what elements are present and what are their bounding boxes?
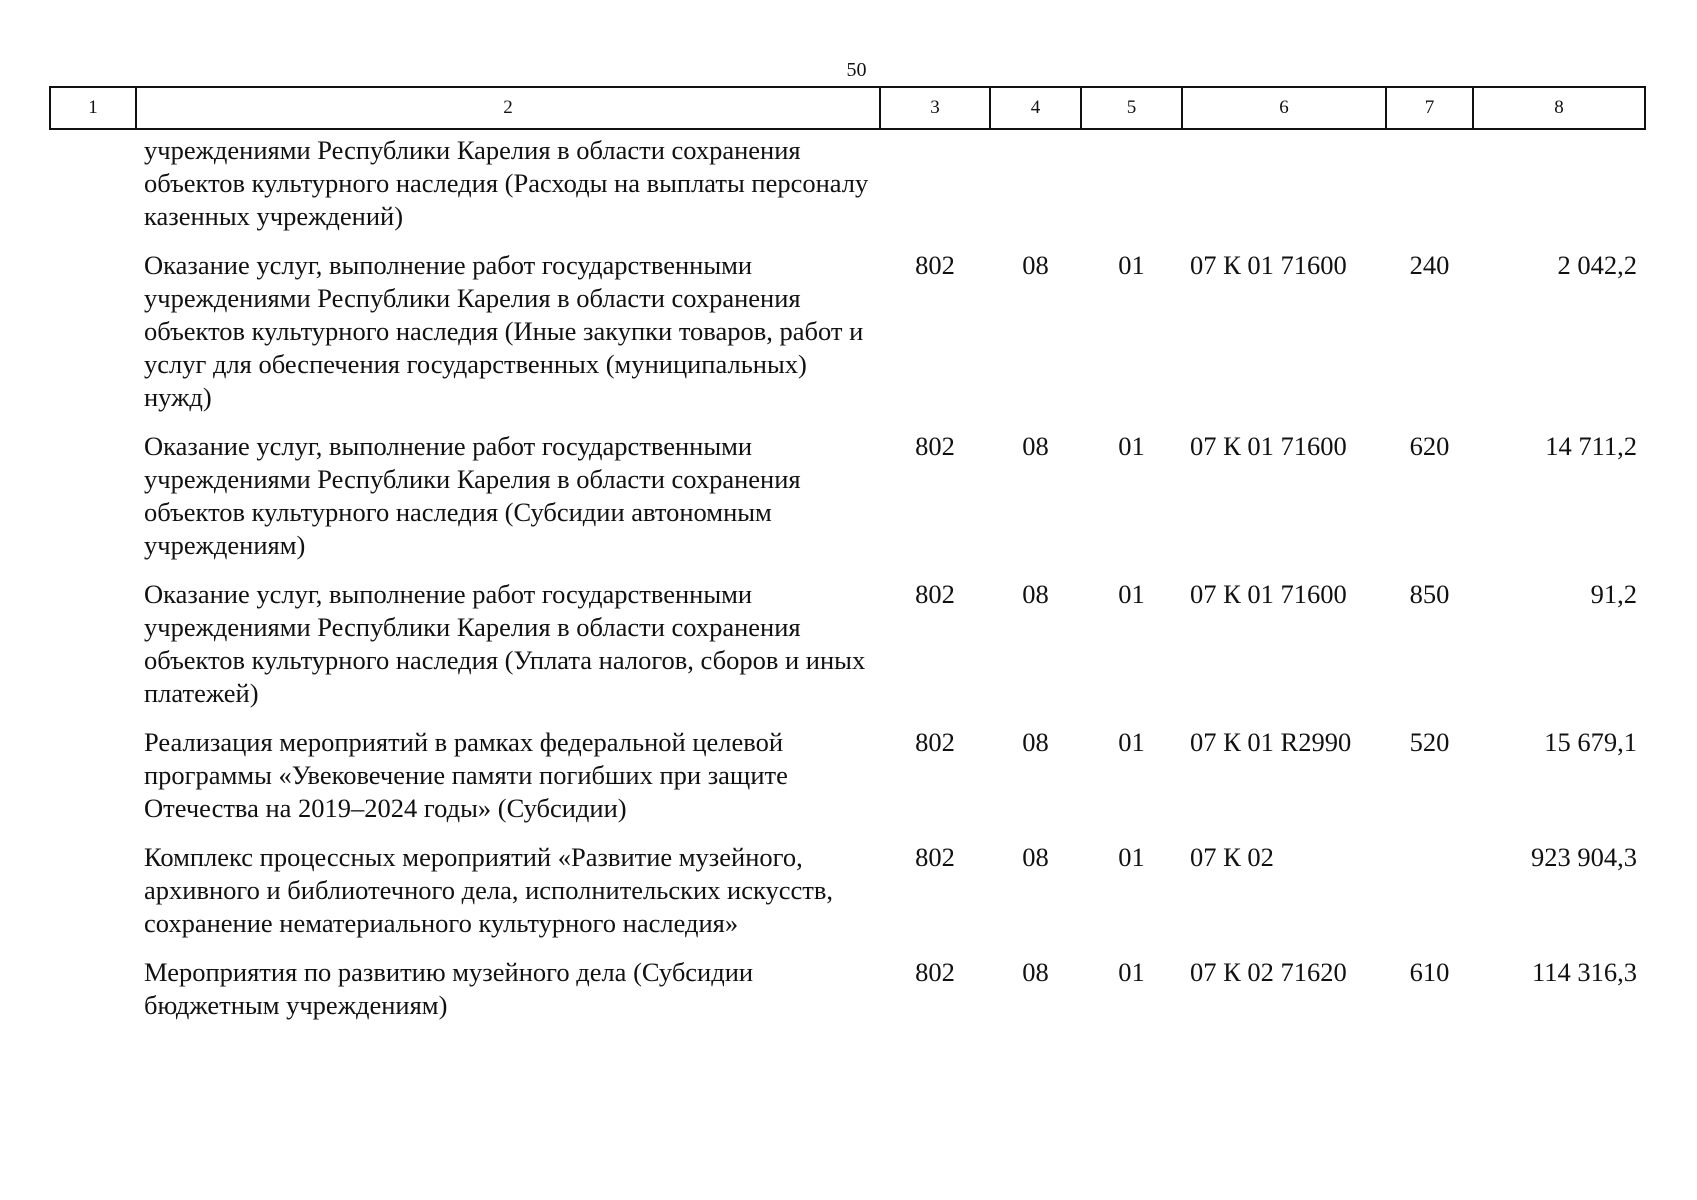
amount-cell: 91,2 <box>1590 579 1637 609</box>
description-cell: учреждениями Республики Карелия в области сохранения объектов культурного наследия (Расходы на выплаты персоналу казенных учреждений) <box>144 135 869 231</box>
budget-table <box>49 86 1646 1026</box>
target-article-cell: 07 К 01 71600 <box>1190 579 1347 609</box>
section-cell: 08 <box>1022 250 1049 280</box>
expense-type-cell <box>1386 829 1473 944</box>
table-row <box>50 129 1645 237</box>
expense-type-cell <box>1386 129 1473 237</box>
admin-code-cell: 802 <box>915 842 955 872</box>
target-article-cell: 07 К 01 R2990 <box>1190 727 1352 757</box>
amount-cell: 14 711,2 <box>1545 431 1637 461</box>
row-number-cell <box>50 566 136 714</box>
subsection-cell: 01 <box>1118 431 1145 461</box>
description-cell: Реализация мероприятий в рамках федеральной целевой программы «Увековечение памяти погибших при защите Отечества на 2019–2024 годы» (Субсидии) <box>144 727 788 823</box>
table-row <box>50 566 1645 714</box>
admin-code-cell: 802 <box>915 957 955 987</box>
admin-code-cell: 802 <box>915 727 955 757</box>
table-body <box>50 129 1645 1026</box>
header-col-2: 2 <box>136 87 880 129</box>
section-cell: 08 <box>1022 727 1049 757</box>
target-article-cell <box>1182 129 1386 237</box>
row-number-cell <box>50 829 136 944</box>
description-cell: Оказание услуг, выполнение работ государственными учреждениями Республики Карелия в области сохранения объектов культурного наследия (Субсидии автономным учреждениям) <box>144 431 801 560</box>
header-col-8: 8 <box>1473 87 1645 129</box>
description-cell: Оказание услуг, выполнение работ государственными учреждениями Республики Карелия в области сохранения объектов культурного наследия (Уплата налогов, сборов и иных платежей) <box>144 579 866 708</box>
page-number: 50 <box>846 59 867 81</box>
subsection-cell <box>1081 129 1182 237</box>
section-cell: 08 <box>1022 431 1049 461</box>
amount-cell: 15 679,1 <box>1544 727 1637 757</box>
row-number-cell <box>50 237 136 418</box>
expense-type-cell: 520 <box>1409 727 1450 757</box>
target-article-cell: 07 К 01 71600 <box>1190 250 1347 280</box>
table-row <box>50 829 1645 944</box>
subsection-cell: 01 <box>1118 727 1145 757</box>
subsection-cell: 01 <box>1118 579 1145 609</box>
subsection-cell: 01 <box>1118 842 1145 872</box>
admin-code-cell: 802 <box>915 579 955 609</box>
target-article-cell: 07 К 01 71600 <box>1190 431 1347 461</box>
row-number-cell <box>50 714 136 829</box>
amount-cell: 114 316,3 <box>1531 957 1637 987</box>
table-row <box>50 418 1645 566</box>
header-col-1: 1 <box>50 87 136 129</box>
description-cell: Комплекс процессных мероприятий «Развитие музейного, архивного и библиотечного дела, исполнительских искусств, сохранение нематериального культурного наследия» <box>144 842 833 938</box>
section-cell: 08 <box>1022 579 1049 609</box>
table-row <box>50 237 1645 418</box>
expense-type-cell: 610 <box>1409 957 1450 987</box>
row-number-cell <box>50 418 136 566</box>
admin-code-cell: 802 <box>915 250 955 280</box>
header-row <box>50 87 1645 129</box>
section-cell: 08 <box>1022 957 1049 987</box>
header-col-5: 5 <box>1081 87 1182 129</box>
amount-cell <box>1473 129 1645 237</box>
row-number-cell <box>50 944 136 1026</box>
header-col-7: 7 <box>1386 87 1473 129</box>
description-cell: Мероприятия по развитию музейного дела (Субсидии бюджетным учреждениям) <box>144 957 754 1020</box>
amount-cell: 923 904,3 <box>1531 842 1637 872</box>
header-col-3: 3 <box>880 87 990 129</box>
header-col-4: 4 <box>990 87 1081 129</box>
section-cell <box>990 129 1081 237</box>
subsection-cell: 01 <box>1118 957 1145 987</box>
expense-type-cell: 850 <box>1409 579 1450 609</box>
table-row <box>50 944 1645 1026</box>
subsection-cell: 01 <box>1118 250 1145 280</box>
header-col-6: 6 <box>1182 87 1386 129</box>
expense-type-cell: 620 <box>1409 431 1450 461</box>
description-cell: Оказание услуг, выполнение работ государственными учреждениями Республики Карелия в области сохранения объектов культурного наследия (Иные закупки товаров, работ и услуг для обеспечения государственных (муниципальных) нужд) <box>144 250 864 412</box>
table-row <box>50 714 1645 829</box>
target-article-cell: 07 К 02 <box>1190 842 1274 872</box>
section-cell: 08 <box>1022 842 1049 872</box>
admin-code-cell: 802 <box>915 431 955 461</box>
amount-cell: 2 042,2 <box>1557 250 1637 280</box>
expense-type-cell: 240 <box>1409 250 1450 280</box>
admin-code-cell <box>880 129 990 237</box>
row-number-cell <box>50 129 136 237</box>
table-header <box>50 87 1645 129</box>
target-article-cell: 07 К 02 71620 <box>1190 957 1347 987</box>
